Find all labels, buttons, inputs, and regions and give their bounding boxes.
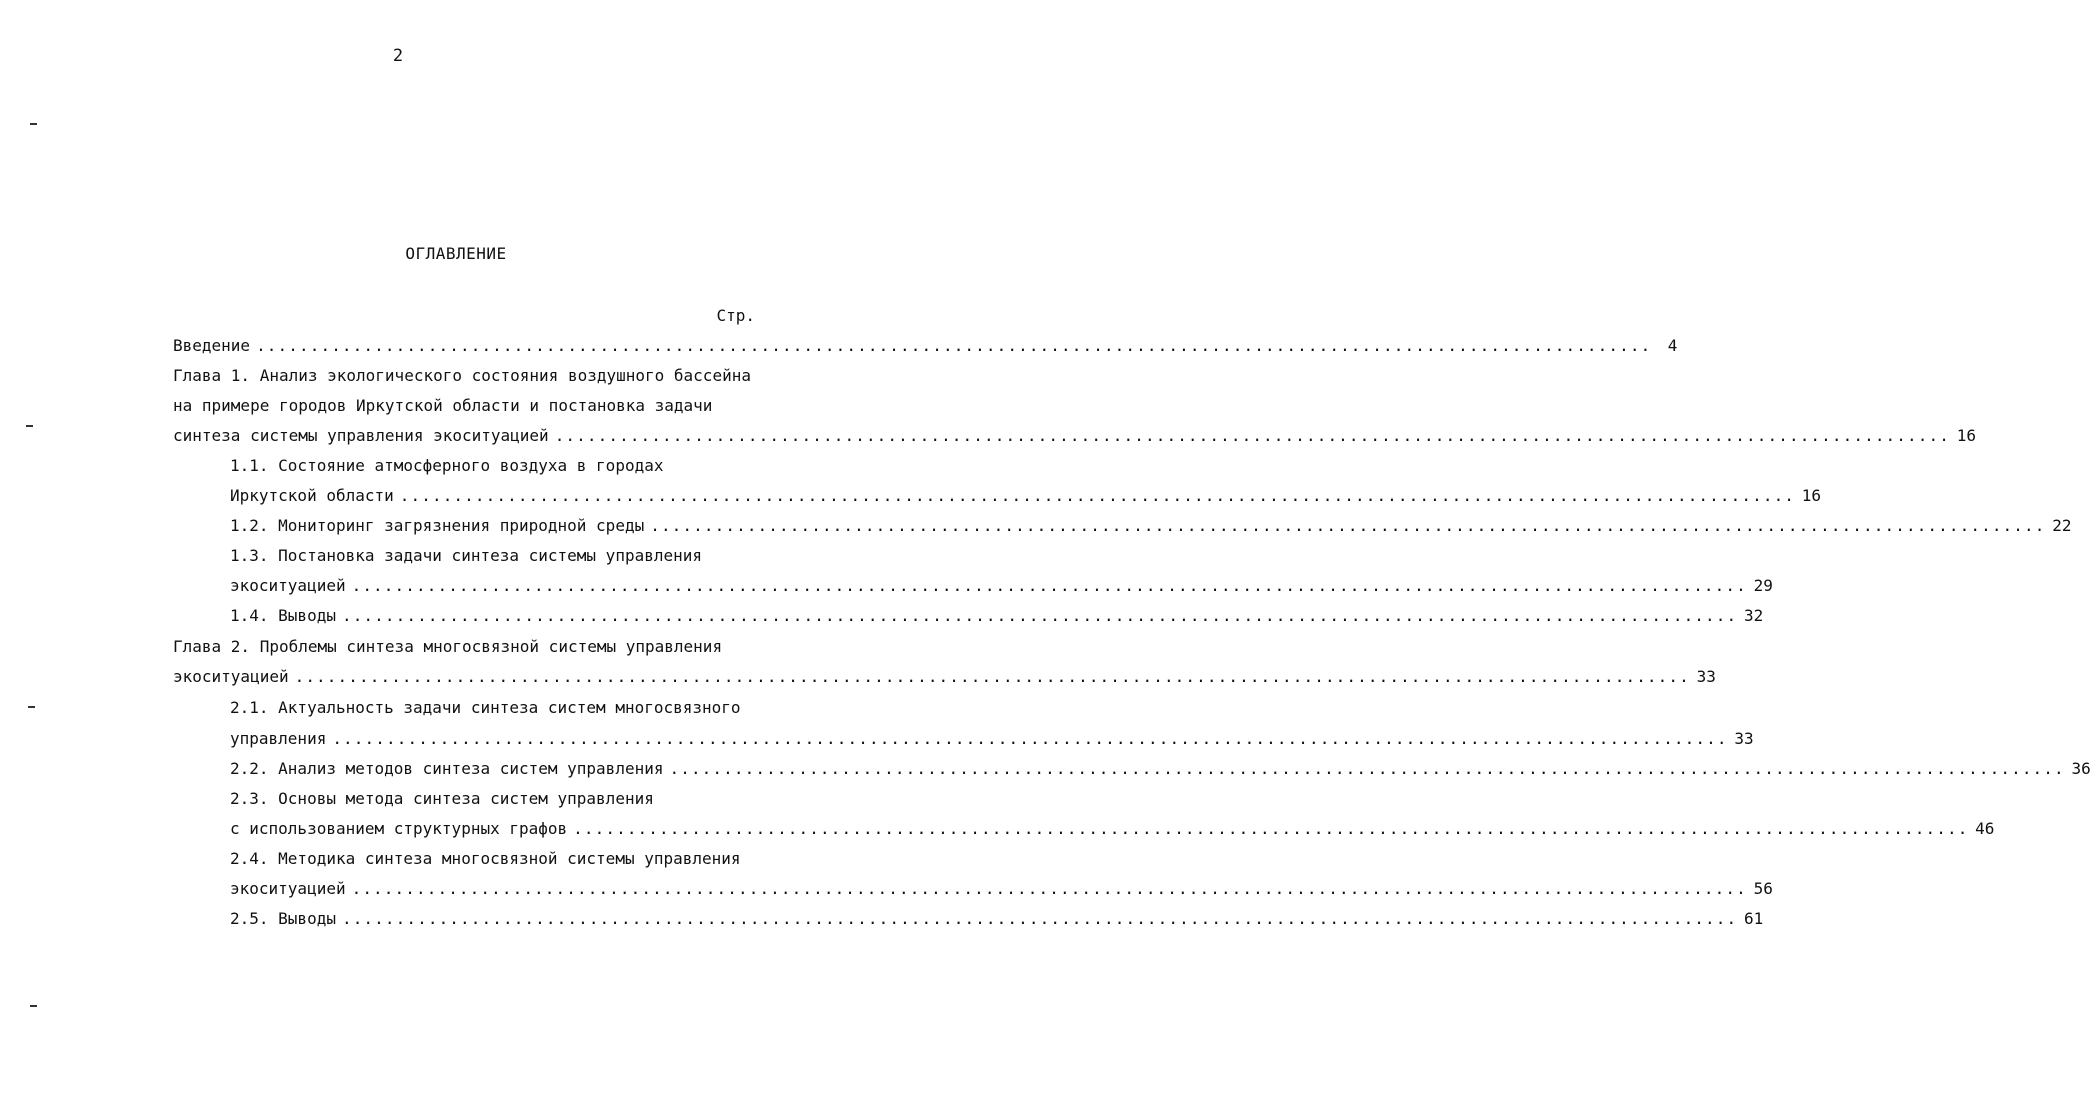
leader-dots: .................................................................................................................................. [351, 879, 1747, 898]
section-1-1-line1[interactable]: 1.1. Состояние атмосферного воздуха в городах [230, 456, 664, 475]
toc-entry-page: 36 [2071, 759, 2091, 778]
toc-entry-section-1-1[interactable] [230, 486, 1822, 506]
toc-title: ОГЛАВЛЕНИЕ [405, 244, 507, 263]
leader-dots: .................................................................................................................................. [294, 667, 1690, 686]
chapter1-title-line1[interactable]: Глава 1. Анализ экологического состояния воздушного бассейна [173, 366, 751, 385]
toc-entry-section-2-5[interactable] [230, 909, 1764, 929]
toc-entry-title: Иркутской области [230, 486, 394, 505]
toc-entry-page: 22 [2052, 516, 2072, 535]
section-2-3-line1[interactable]: 2.3. Основы метода синтеза систем управления [230, 789, 654, 808]
toc-entry-section-2-1[interactable] [230, 729, 1754, 749]
toc-entry-title: экоситуацией [230, 879, 346, 898]
toc-entry-page: 61 [1743, 909, 1764, 928]
leader-dots: .................................................................................................................................. [573, 819, 1969, 838]
toc-entry-section-1-3[interactable] [230, 576, 1773, 596]
leader-dots: .................................................................................................................................. [341, 606, 1738, 625]
toc-entry-title: с использованием структурных графов [230, 819, 568, 838]
toc-entry-page: 16 [1956, 426, 1976, 445]
section-2-1-line1[interactable]: 2.1. Актуальность задачи синтеза систем многосвязного [230, 698, 741, 717]
toc-entry-section-1-4[interactable] [230, 606, 1764, 626]
chapter2-title-line1[interactable]: Глава 2. Проблемы синтеза многосвязной системы управления [173, 637, 723, 656]
leader-dots: .................................................................................................................................. [554, 426, 1950, 445]
toc-entry-title: 1.4. Выводы [230, 606, 336, 625]
scan-mark [30, 1005, 37, 1007]
toc-entry-page: 16 [1801, 486, 1822, 505]
toc-entry-title: Введение [173, 336, 251, 355]
leader-dots: .................................................................................................................................. [669, 759, 2065, 778]
toc-entry-title: 2.2. Анализ методов синтеза систем управления [230, 759, 664, 778]
leader-dots: .................................................................................................................................. [256, 336, 1652, 355]
toc-entry-title: 2.5. Выводы [230, 909, 336, 928]
leader-dots: .................................................................................................................................. [399, 486, 1796, 505]
section-1-3-line1[interactable]: 1.3. Постановка задачи синтеза системы управления [230, 546, 703, 565]
toc-entry-section-2-2[interactable] [230, 759, 2091, 779]
toc-entry-page: 33 [1696, 667, 1716, 686]
toc-entry-title: синтеза системы управления экоситуацией [173, 426, 549, 445]
chapter1-title-line2[interactable]: на примере городов Иркутской области и постановка задачи [173, 396, 713, 415]
section-2-4-line1[interactable]: 2.4. Методика синтеза многосвязной системы управления [230, 849, 741, 868]
toc-entry-page: 46 [1975, 819, 1995, 838]
toc-entry-page: 29 [1753, 576, 1773, 595]
scan-mark [26, 425, 33, 427]
toc-entry-title: 1.2. Мониторинг загрязнения природной среды [230, 516, 645, 535]
toc-entry-section-1-2[interactable] [230, 516, 2072, 536]
toc-entry-page: 4 [1667, 336, 1678, 355]
toc-entry-chapter1[interactable] [173, 426, 1976, 446]
scan-mark [30, 123, 37, 125]
toc-entry-title: экоситуацией [230, 576, 346, 595]
page-column-header: Стр. [716, 306, 755, 325]
toc-entry-page: 32 [1743, 606, 1764, 625]
toc-entry-page: 33 [1734, 729, 1754, 748]
leader-dots: .................................................................................................................................. [332, 729, 1728, 748]
toc-entry-section-2-3[interactable] [230, 819, 1995, 839]
toc-entry-title: управления [230, 729, 327, 748]
leader-dots: .................................................................................................................................. [650, 516, 2046, 535]
scan-mark [28, 706, 35, 708]
leader-dots: .................................................................................................................................. [341, 909, 1738, 928]
toc-entry-page: 56 [1753, 879, 1773, 898]
toc-entry-section-2-4[interactable] [230, 879, 1773, 899]
page-number: 2 [392, 46, 404, 66]
leader-dots: .................................................................................................................................. [351, 576, 1747, 595]
toc-entry-title: экоситуацией [173, 667, 289, 686]
toc-entry-chapter2[interactable] [173, 667, 1716, 687]
toc-entry-intro[interactable] [173, 336, 1678, 356]
